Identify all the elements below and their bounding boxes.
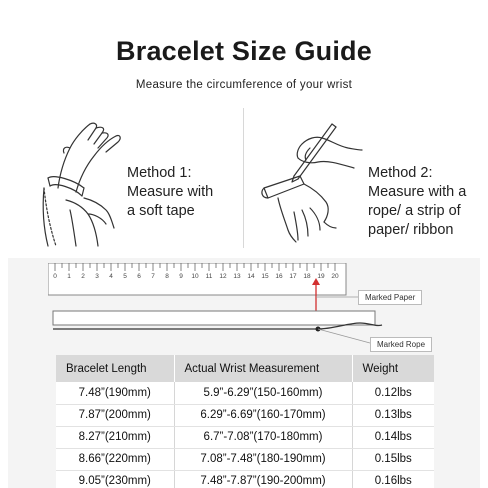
ruler-tick-label: 1 — [67, 273, 71, 280]
ruler-tick-label: 11 — [205, 273, 213, 280]
wrist-measurement-cell: 6.7”-7.08”(170-180mm) — [174, 426, 352, 448]
wrist-measurement-cell: 6.29”-6.69”(160-170mm) — [174, 404, 352, 426]
bracelet-length-cell: 8.66”(220mm) — [56, 448, 174, 470]
ruler-tick-label: 12 — [219, 273, 227, 280]
method-2-text — [368, 164, 466, 240]
weight-cell: 0.13lbs — [352, 404, 434, 426]
soft-tape-wrist-illustration — [30, 118, 126, 250]
ruler-tick-label: 8 — [165, 273, 169, 280]
bracelet-length-cell: 9.05”(230mm) — [56, 470, 174, 488]
paper-strip — [53, 311, 375, 325]
wrist-measurement-cell: 5.9”-6.29”(150-160mm) — [174, 382, 352, 404]
method-2-line: rope/ a strip of — [368, 203, 461, 219]
size-table-header — [56, 355, 434, 382]
ruler-tick-label: 5 — [123, 273, 127, 280]
method-1-line: Measure with — [127, 184, 214, 200]
ruler-tick-label: 15 — [261, 273, 269, 280]
ruler-tick-label: 20 — [331, 273, 339, 280]
ruler-tick-label: 17 — [289, 273, 297, 280]
method-1-line: Method 1: — [127, 165, 192, 181]
bracelet-length-cell: 7.87”(200mm) — [56, 404, 174, 426]
wrist-measurement-cell: 7.48”-7.87”(190-200mm) — [174, 470, 352, 488]
ruler-tick-label: 18 — [303, 273, 311, 280]
method-2-line: Measure with a — [368, 184, 467, 200]
header-weight: Weight — [352, 355, 434, 382]
table-row — [56, 404, 434, 426]
ruler-ticks — [55, 263, 335, 271]
ruler-tick-label: 14 — [247, 273, 255, 280]
method-2-line: paper/ ribbon — [368, 222, 454, 238]
marked-rope-leader — [318, 329, 370, 343]
ruler-tick-label: 9 — [179, 273, 183, 280]
weight-cell: 0.14lbs — [352, 426, 434, 448]
method-1-text — [127, 164, 213, 221]
table-row — [56, 448, 434, 470]
weight-cell: 0.12lbs — [352, 382, 434, 404]
method-2-line: Method 2: — [368, 165, 433, 181]
column-divider — [243, 108, 244, 248]
ruler-tick-label: 6 — [137, 273, 141, 280]
paper-strip-wrist-illustration — [258, 118, 366, 244]
header-wrist-measurement: Actual Wrist Measurement — [174, 355, 352, 382]
ruler-tick-label: 7 — [151, 273, 155, 280]
page-title: Bracelet Size Guide — [116, 36, 372, 66]
size-table — [56, 355, 434, 488]
page-subtitle: Measure the circumference of your wrist — [135, 79, 353, 91]
ruler-tick-label: 10 — [191, 273, 199, 280]
method-1-line: a soft tape — [127, 203, 195, 219]
marked-paper-label: Marked Paper — [358, 290, 422, 305]
table-row — [56, 426, 434, 448]
ruler-tick-label: 19 — [317, 273, 325, 280]
marked-rope-label: Marked Rope — [370, 337, 432, 352]
table-row — [56, 382, 434, 404]
ruler-tick-label: 2 — [81, 273, 85, 280]
bracelet-length-cell: 8.27”(210mm) — [56, 426, 174, 448]
ruler-tick-label: 3 — [95, 273, 99, 280]
bracelet-length-cell: 7.48”(190mm) — [56, 382, 174, 404]
weight-cell: 0.15lbs — [352, 448, 434, 470]
ruler-tick-label: 13 — [233, 273, 241, 280]
ruler-tick-label: 16 — [275, 273, 283, 280]
weight-cell: 0.16lbs — [352, 470, 434, 488]
ruler-tick-label: 0 — [53, 273, 57, 280]
ruler-labels — [53, 273, 339, 280]
wrist-measurement-cell: 7.08”-7.48”(180-190mm) — [174, 448, 352, 470]
ruler-tick-label: 4 — [109, 273, 113, 280]
header-bracelet-length: Bracelet Length — [56, 355, 174, 382]
table-row — [56, 470, 434, 488]
